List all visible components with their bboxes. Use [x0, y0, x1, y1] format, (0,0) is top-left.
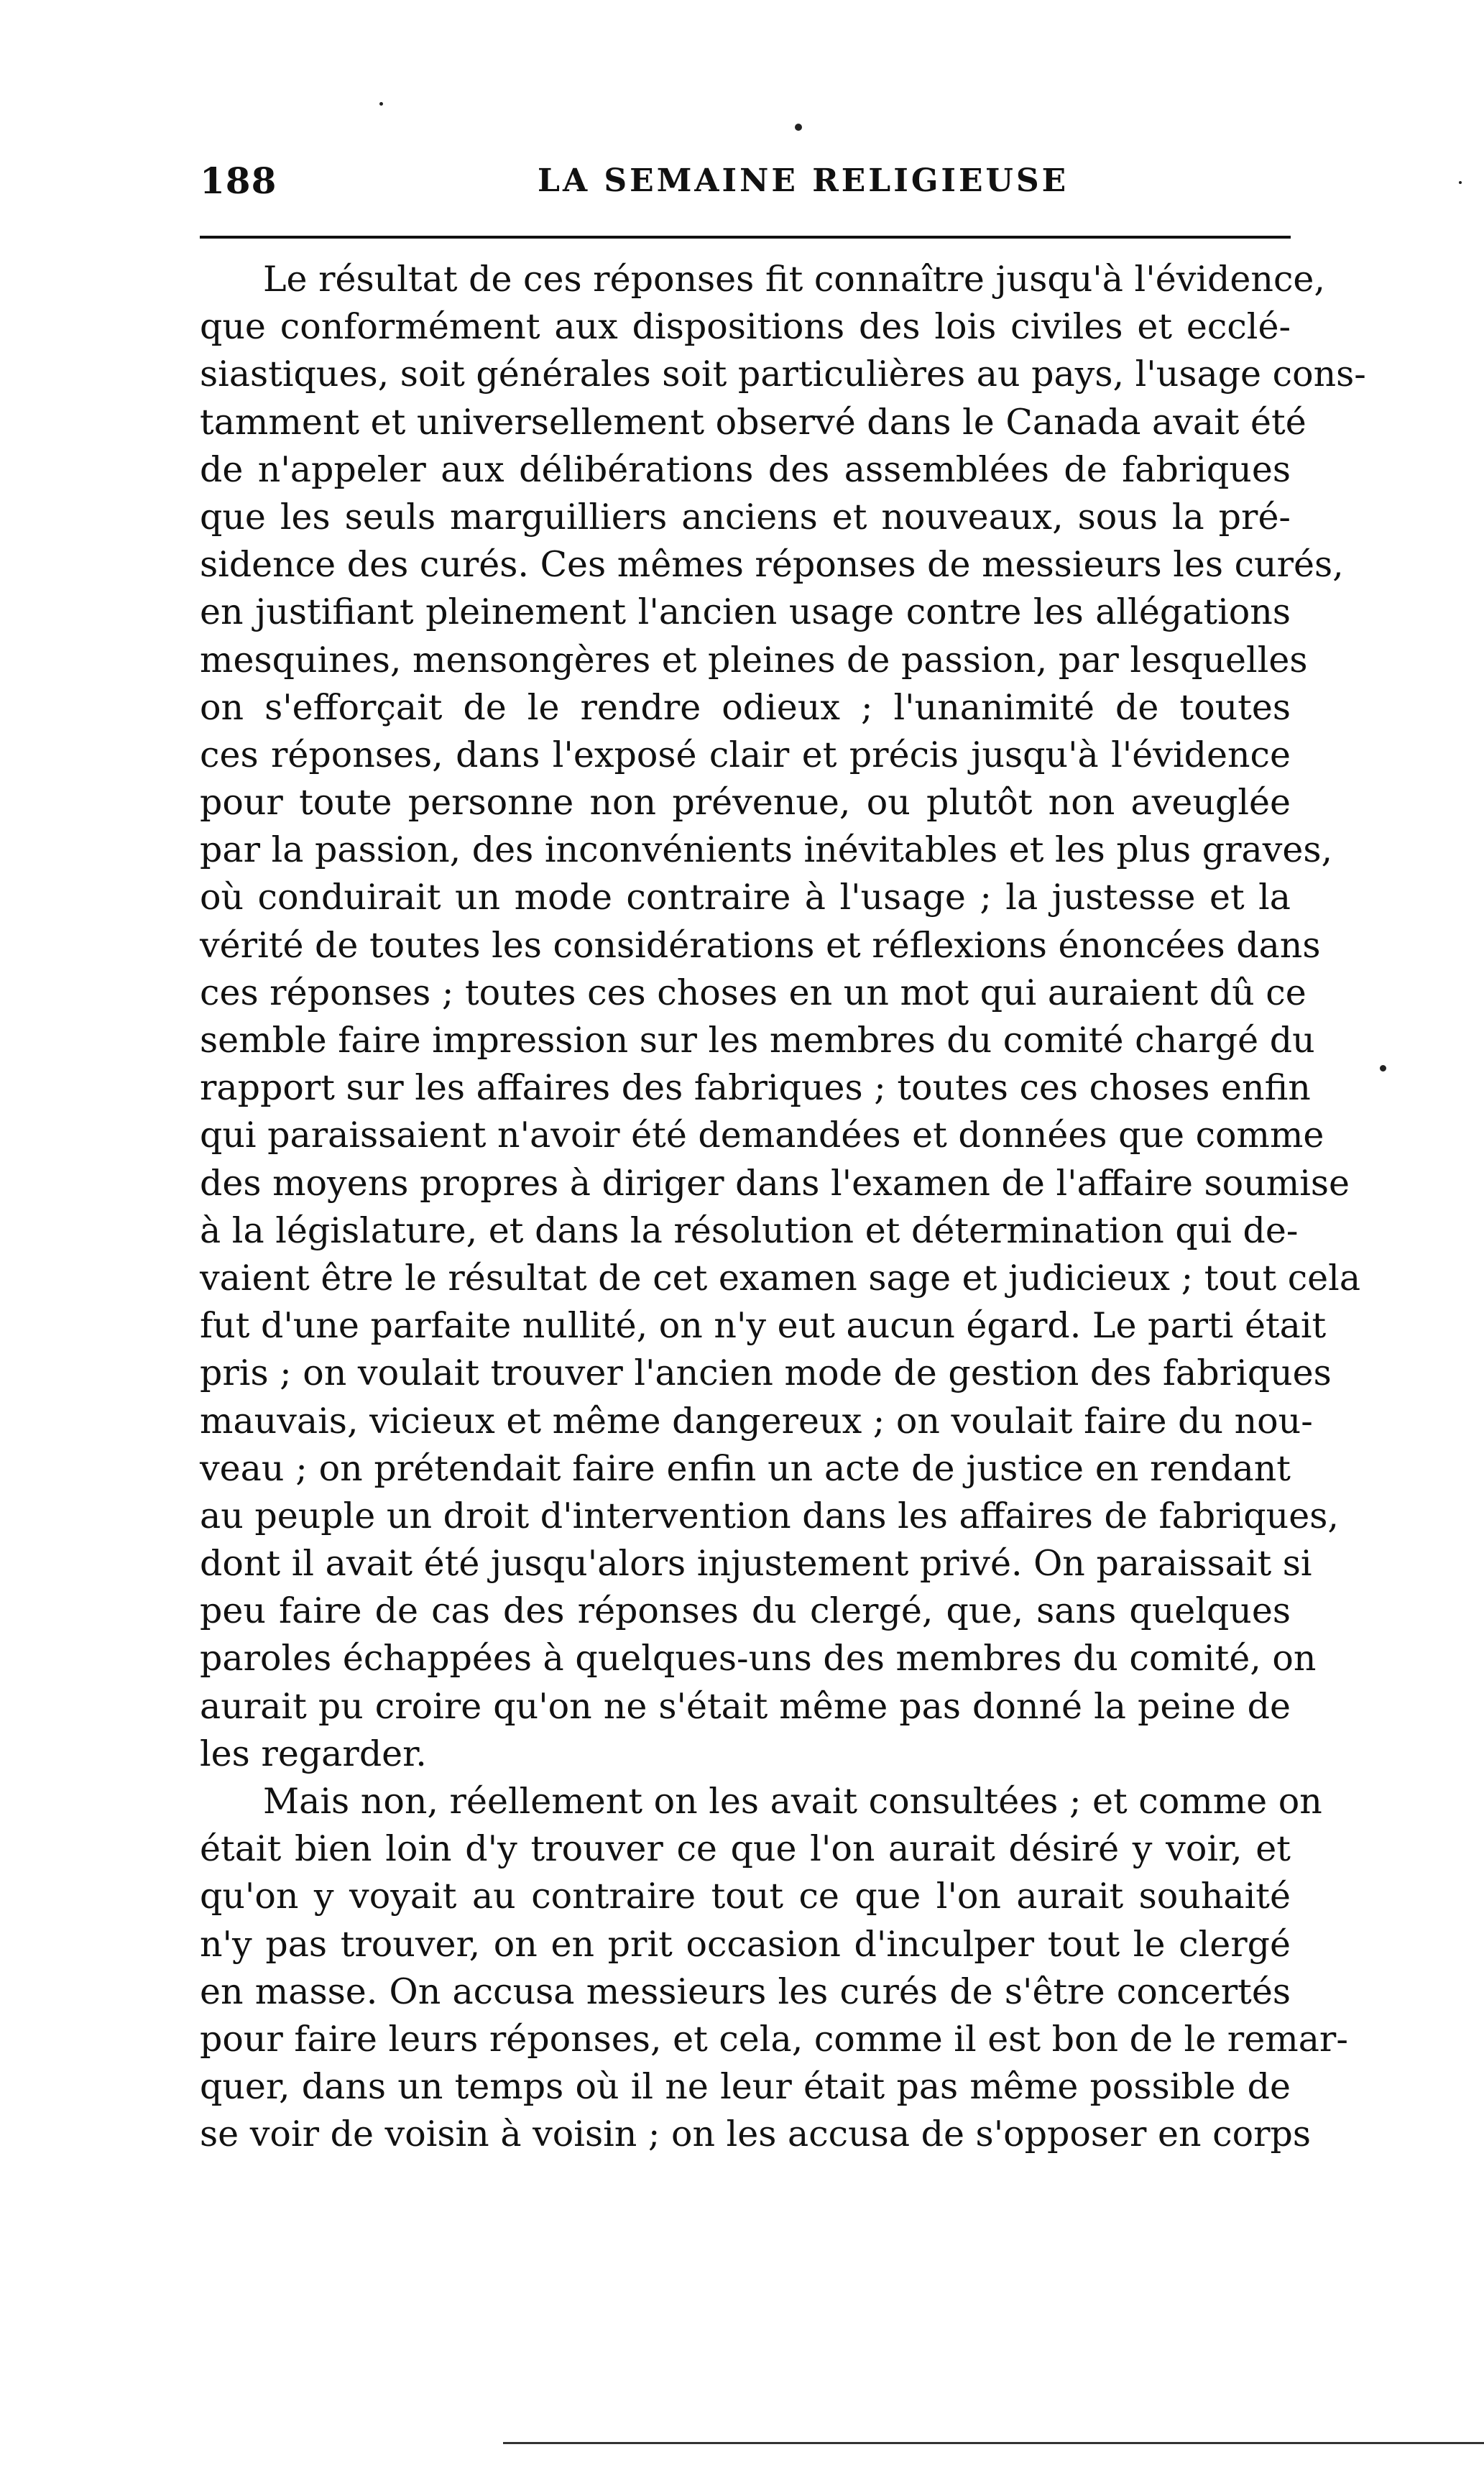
text-line: siastiques, soit générales soit particulières au pays, l'usage cons- — [200, 354, 1366, 395]
paragraph-2 — [200, 1778, 1348, 2159]
text-line: que conformément aux dispositions des lois civiles et ecclé- — [200, 306, 1291, 348]
text-line: veau ; on prétendait faire enfin un acte de justice en rendant — [200, 1447, 1291, 1489]
text-line: des moyens propres à diriger dans l'examen de l'affaire soumise — [200, 1162, 1350, 1204]
text-line: était bien loin d'y trouver ce que l'on aurait désiré y voir, et — [200, 1828, 1291, 1870]
text-line: pris ; on voulait trouver l'ancien mode de gestion des fabriques — [200, 1352, 1332, 1394]
text-line: Le résultat de ces réponses fit connaître jusqu'à l'évidence, — [263, 259, 1325, 300]
text-line: en justifiant pleinement l'ancien usage contre les allégations — [200, 591, 1291, 633]
header-rule — [200, 236, 1291, 239]
text-line: dont il avait été jusqu'alors injustement privé. On paraissait si — [200, 1543, 1312, 1585]
page-header — [200, 160, 1291, 210]
text-line: vaient être le résultat de cet examen sage et judicieux ; tout cela — [200, 1257, 1361, 1299]
text-line: qu'on y voyait au contraire tout ce que l'on aurait souhaité — [200, 1876, 1291, 1917]
text-line: sidence des curés. Ces mêmes réponses de messieurs les curés, — [200, 544, 1344, 586]
scan-speck — [379, 102, 383, 106]
text-line: aurait pu croire qu'on ne s'était même pas donné la peine de — [200, 1685, 1291, 1727]
text-line: où conduirait un mode contraire à l'usage ; la justesse et la — [200, 877, 1291, 918]
body-text — [200, 256, 1366, 2159]
text-line: en masse. On accusa messieurs les curés de s'être concertés — [200, 1971, 1291, 2012]
text-line: vérité de toutes les considérations et réflexions énoncées dans — [200, 924, 1321, 966]
text-line: peu faire de cas des réponses du clergé, que, sans quelques — [200, 1590, 1291, 1632]
scan-speck — [1459, 181, 1462, 184]
scan-speck — [1380, 1065, 1386, 1072]
text-line: au peuple un droit d'intervention dans les affaires de fabriques, — [200, 1495, 1339, 1536]
text-line: se voir de voisin à voisin ; on les accusa de s'opposer en corps — [200, 2114, 1312, 2155]
text-line: pour toute personne non prévenue, ou plutôt non aveuglée — [200, 782, 1291, 824]
text-line: qui paraissaient n'avoir été demandées et données que comme — [200, 1115, 1324, 1156]
text-line: de n'appeler aux délibérations des assemblées de fabriques — [200, 448, 1291, 490]
text-line: par la passion, des inconvénients inévitables et les plus graves, — [200, 829, 1333, 871]
text-line: paroles échappées à quelques-uns des membres du comité, on — [200, 1638, 1317, 1679]
text-line: on s'efforçait de le rendre odieux ; l'unanimité de toutes — [200, 686, 1291, 728]
page-number: 188 — [200, 160, 277, 202]
running-head: LA SEMAINE RELIGIEUSE — [538, 162, 1069, 199]
text-line: les regarder. — [200, 1733, 427, 1774]
footer-rule — [503, 2442, 1484, 2444]
text-line: que les seuls marguilliers anciens et nouveaux, sous la pré- — [200, 496, 1291, 538]
scan-speck — [795, 124, 802, 131]
text-line: semble faire impression sur les membres du comité chargé du — [200, 1020, 1315, 1061]
text-line: ces réponses, dans l'exposé clair et précis jusqu'à l'évidence — [200, 734, 1291, 775]
text-line: à la législature, et dans la résolution et détermination qui de- — [200, 1209, 1299, 1251]
text-line: pour faire leurs réponses, et cela, comme il est bon de le remar- — [200, 2018, 1348, 2060]
text-line: rapport sur les affaires des fabriques ; toutes ces choses enfin — [200, 1067, 1311, 1109]
text-line: mauvais, vicieux et même dangereux ; on voulait faire du nou- — [200, 1400, 1313, 1442]
text-line: ces réponses ; toutes ces choses en un mot qui auraient dû ce — [200, 972, 1306, 1013]
paragraph-1 — [200, 256, 1366, 1778]
text-line: tamment et universellement observé dans le Canada avait été — [200, 401, 1306, 443]
text-line: n'y pas trouver, on en prit occasion d'inculper tout le clergé — [200, 1923, 1291, 1965]
text-line: Mais non, réellement on les avait consultées ; et comme on — [263, 1781, 1322, 1822]
text-line: fut d'une parfaite nullité, on n'y eut aucun égard. Le parti était — [200, 1305, 1327, 1347]
text-line: quer, dans un temps où il ne leur était pas même possible de — [200, 2066, 1291, 2108]
text-line: mesquines, mensongères et pleines de passion, par lesquelles — [200, 639, 1308, 681]
